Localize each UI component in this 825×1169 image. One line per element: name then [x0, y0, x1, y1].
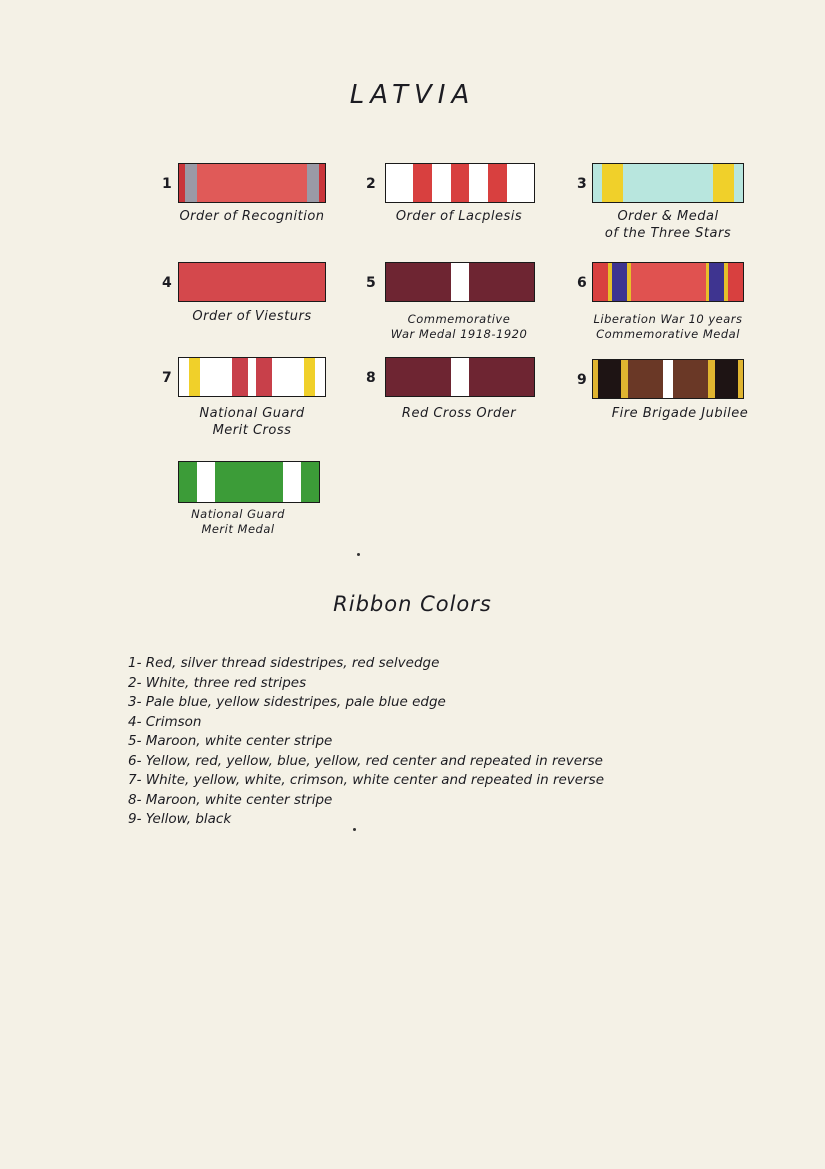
ink-speck: [357, 553, 360, 556]
ribbon-caption-line: Commemorative Medal: [596, 327, 740, 341]
ribbon-stripe: [301, 462, 319, 502]
ribbon-bar: [385, 163, 535, 203]
legend-line: 8- Maroon, white center stripe: [128, 791, 333, 808]
ribbon-stripe: [713, 164, 734, 202]
ribbon-caption: [339, 208, 579, 225]
ribbon-stripe: [507, 164, 534, 202]
ribbon-caption: [132, 308, 372, 325]
ribbon-number: 5: [366, 275, 376, 291]
ribbon-stripe: [451, 358, 470, 396]
ribbon-stripe: [185, 164, 197, 202]
ribbon-stripe: [451, 164, 470, 202]
ribbon-bar: [385, 357, 535, 397]
ribbon-stripe: [715, 360, 738, 398]
ribbon-stripe: [319, 164, 325, 202]
ribbon-stripe: [709, 263, 724, 301]
ribbon-stripe: [413, 164, 432, 202]
ribbon-stripe: [256, 358, 272, 396]
ribbon-stripe: [304, 358, 315, 396]
ribbon-number: 9: [577, 372, 587, 388]
ribbon-number: 8: [366, 370, 376, 386]
ribbon-stripe: [623, 164, 713, 202]
ribbon-caption-line: Order & Medal: [617, 209, 719, 224]
ribbon-stripe: [232, 358, 248, 396]
ribbon-stripe: [593, 263, 608, 301]
ribbon-stripe: [179, 263, 325, 301]
legend-line: 1- Red, silver thread sidestripes, red selvedge: [128, 655, 440, 671]
ribbon-number: 4: [162, 275, 172, 291]
ribbon-caption: [548, 312, 788, 342]
ribbon-stripe: [598, 360, 621, 398]
ribbon-stripe: [469, 358, 534, 396]
ribbon-caption-line: of the Three Stars: [604, 226, 732, 241]
ribbon-stripe: [197, 462, 215, 502]
ribbon-caption-line: Order of Lacplesis: [395, 209, 523, 224]
ribbon-stripe: [248, 358, 256, 396]
ribbon-caption: [339, 405, 579, 422]
ribbon-stripe: [315, 358, 325, 396]
ribbon-stripe: [307, 164, 319, 202]
ribbon-number: 7: [162, 370, 172, 386]
ribbon-bar: [592, 262, 744, 302]
ribbon-caption-line: Order of Recognition: [179, 209, 325, 224]
ribbon-number: 1: [162, 176, 172, 192]
ribbon-stripe: [602, 164, 623, 202]
ribbon-stripe: [631, 263, 706, 301]
ribbon-stripe: [283, 462, 301, 502]
ribbon-stripe: [673, 360, 708, 398]
ribbon-caption-line: Commemorative: [407, 312, 511, 326]
ribbon-stripe: [593, 164, 602, 202]
ribbon-caption: [118, 507, 358, 537]
ribbon-stripe: [200, 358, 232, 396]
ribbon-caption: [560, 405, 800, 422]
ribbon-colors-legend: [128, 655, 604, 831]
ribbon-bar: [178, 357, 326, 397]
ribbon-caption-line: Merit Cross: [212, 423, 292, 438]
ribbon-stripe: [708, 360, 715, 398]
ribbon-caption-line: Order of Viesturs: [192, 309, 312, 324]
legend-line: 6- Yellow, red, yellow, blue, yellow, red center and repeated in reverse: [128, 752, 603, 769]
ribbon-stripe: [451, 263, 470, 301]
ribbon-bar: [178, 461, 320, 503]
ink-speck: [353, 828, 356, 831]
ribbon-stripe: [469, 263, 534, 301]
legend-line: 7- White, yellow, white, crimson, white center and repeated in reverse: [128, 772, 604, 788]
page-title: LATVIA: [349, 80, 476, 110]
ribbon-stripe: [386, 164, 413, 202]
ribbon-caption-line: National Guard: [199, 406, 305, 421]
ribbon-stripe: [612, 263, 627, 301]
ribbon-caption: [132, 405, 372, 439]
legend-line: 9- Yellow, black: [128, 811, 232, 827]
ribbon-bar: [592, 359, 744, 399]
ribbon-stripe: [469, 164, 488, 202]
ribbon-stripe: [386, 263, 451, 301]
ribbon-bar: [178, 163, 326, 203]
legend-title: Ribbon Colors: [333, 592, 492, 616]
ribbon-caption-line: War Medal 1918-1920: [390, 327, 528, 341]
ribbon-stripe: [663, 360, 673, 398]
ribbon-caption-line: Red Cross Order: [401, 406, 517, 421]
ribbon-caption-line: Merit Medal: [201, 522, 275, 536]
ribbon-stripe: [179, 358, 189, 396]
ribbon-stripe: [432, 164, 451, 202]
ribbon-caption-line: Fire Brigade Jubilee: [611, 406, 749, 421]
ribbon-number: 3: [577, 176, 587, 192]
legend-line: 5- Maroon, white center stripe: [128, 733, 333, 749]
ribbon-caption-line: National Guard: [191, 507, 285, 521]
ribbon-caption: [548, 208, 788, 242]
ribbon-bar: [178, 262, 326, 302]
ribbon-caption-line: Liberation War 10 years: [593, 312, 743, 326]
ribbon-caption: [339, 312, 579, 342]
ribbon-stripe: [215, 462, 283, 502]
ribbon-stripe: [728, 263, 743, 301]
ribbon-number: 2: [366, 176, 376, 192]
ribbon-bar: [385, 262, 535, 302]
ribbon-number: 6: [577, 275, 587, 291]
ribbon-stripe: [189, 358, 200, 396]
ribbon-stripe: [488, 164, 507, 202]
ribbon-stripe: [621, 360, 628, 398]
ribbon-bar: [592, 163, 744, 203]
ribbon-stripe: [734, 164, 743, 202]
legend-line: 3- Pale blue, yellow sidestripes, pale blue edge: [128, 694, 446, 710]
ribbon-stripe: [197, 164, 307, 202]
ribbon-caption: [132, 208, 372, 225]
legend-line: 4- Crimson: [128, 713, 202, 730]
ribbon-stripe: [628, 360, 663, 398]
ribbon-stripe: [386, 358, 451, 396]
legend-line: 2- White, three red stripes: [128, 674, 307, 691]
ribbon-stripe: [272, 358, 304, 396]
ribbon-stripe: [179, 462, 197, 502]
ribbon-stripe: [738, 360, 743, 398]
